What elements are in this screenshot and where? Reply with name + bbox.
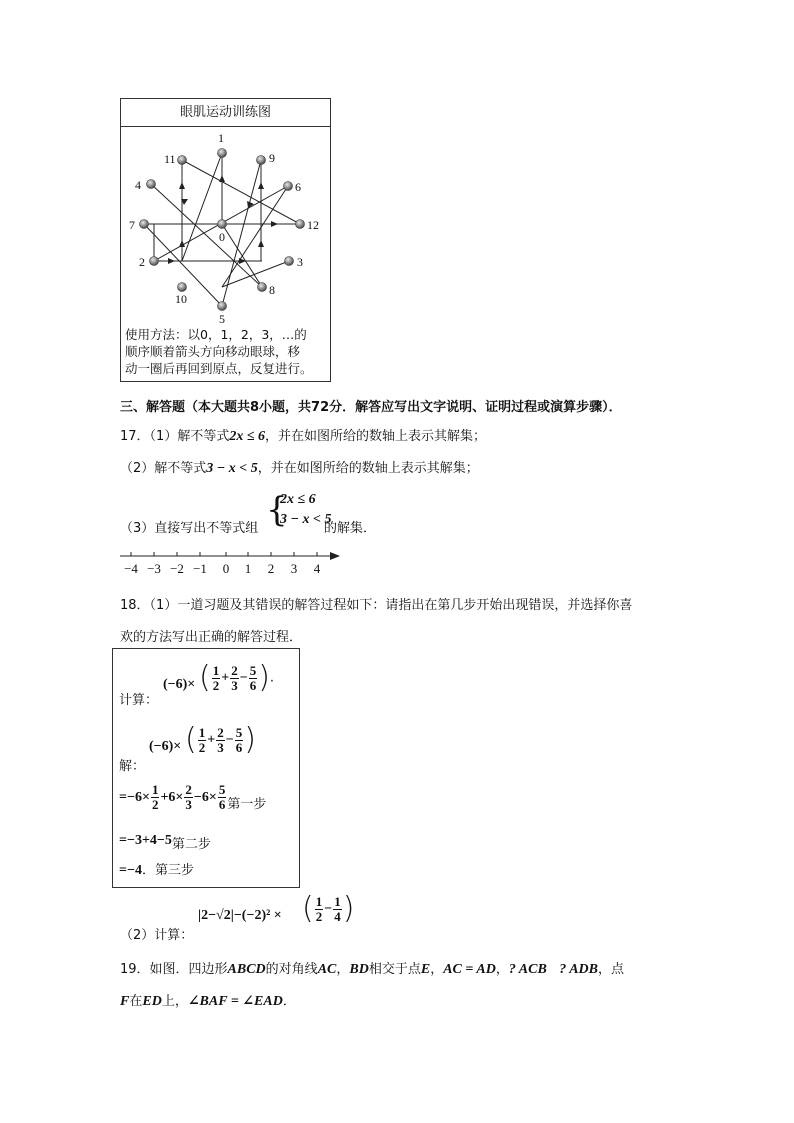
- tick-label: 0: [222, 561, 230, 576]
- point-label: 9: [269, 151, 275, 165]
- point-label: 11: [164, 152, 176, 166]
- q17-part2: （2）解不等式3 − x < 5，并在如图所给的数轴上表示其解集；: [120, 461, 479, 476]
- q18-line1: 18．（1）一道习题及其错误的解答过程如下：请指出在第几步开始出现错误，并选择你喜: [120, 598, 633, 613]
- eye-training-figure: [120, 98, 331, 382]
- tick-label: 1: [244, 561, 252, 576]
- point-label: 6: [295, 180, 301, 194]
- number-line: [118, 548, 348, 578]
- q17-part1: 17．（1）解不等式2x ≤ 6，并在如图所给的数轴上表示其解集；: [120, 429, 487, 444]
- figure-title: 眼肌运动训练图: [121, 99, 330, 127]
- point-label: 3: [297, 255, 303, 269]
- eye-training-diagram: [121, 127, 330, 352]
- tick-label: 3: [290, 561, 298, 576]
- tick-label: −4: [124, 561, 138, 576]
- step-2: =−3+4−5第二步: [119, 833, 211, 852]
- caption-line: 动一圈后再回到原点，反复进行。: [125, 361, 313, 376]
- point-label: 2: [139, 255, 145, 269]
- tick-label: 2: [267, 561, 275, 576]
- point-label: 1: [218, 131, 224, 145]
- tick-label: −1: [193, 561, 207, 576]
- section-heading: 三、解答题（本大题共8小题，共72分．解答应写出文字说明、证明过程或演算步骤）．: [120, 400, 622, 415]
- step-1: =−6× $\frac{1}{2}$ +6× $\frac{2}{3}$ −6× $\frac{5}{6}$ 第一步: [119, 782, 267, 812]
- step-3: =−4．第三步: [119, 863, 194, 878]
- q19-line2: F在ED上，∠BAF = ∠EAD．: [120, 994, 296, 1009]
- point-label: 5: [219, 312, 225, 326]
- caption-line: 顺序顺着箭头方向移动眼球，移: [125, 344, 301, 359]
- tick-label: 4: [313, 561, 321, 576]
- q18-solution-box: 计算： (−6)× ( $\frac{1}{2}$ + $\frac{2}{3}$ − $\frac{5}{6}$ ). 解： (−6)× ( $\frac{1}{2}$ + $\frac{2}{3}$ − $\frac{5}{6}$ ) =−6× $\frac{1}{2}$ +6× $\frac{2}{3}$ −6× $\frac{5}{6}$ 第一步 =−3+4−5第二步 =−4．第三步: [112, 648, 300, 888]
- tick-label: −3: [147, 561, 161, 576]
- figure-caption: [125, 326, 329, 377]
- q19-line1: 19．如图．四边形ABCD的对角线AC，BD相交于点E，AC = AD，? ACB ? ADB，点: [120, 962, 625, 977]
- point-label: 8: [269, 283, 275, 297]
- point-label: 12: [307, 218, 319, 232]
- point-label: 7: [129, 218, 135, 232]
- caption-line: 使用方法：以0，1，2，3，…的: [125, 327, 307, 342]
- q18-line2: 欢的方法写出正确的解答过程．: [120, 630, 303, 645]
- tick-label: −2: [170, 561, 184, 576]
- point-label: 10: [175, 292, 187, 306]
- point-label: 4: [135, 178, 141, 192]
- point-label: 0: [219, 230, 225, 244]
